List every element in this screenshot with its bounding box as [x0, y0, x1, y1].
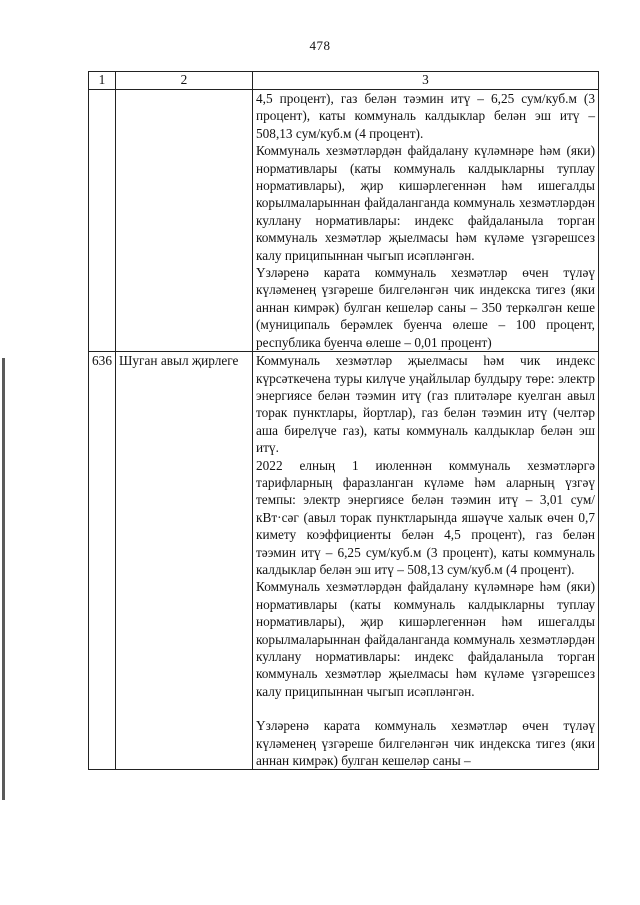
- table-row-continuation: [89, 90, 599, 352]
- page-number: 478: [309, 38, 331, 53]
- description-paragraph: 2022 елның 1 июленнән коммуналь хезмәтләргә тарифларның фаразланган күләме һәм аларның үзгәү темпы: электр энергиясе белән тәэмин итү – 3,01 сум/кВт·сәг (авыл торак пунктларында яшәүче халык өчен 0,7 кимету коэффициенты белән 4,5 процент), газ белән тәэмин итү – 6,25 сум/куб.м (3 процент), каты коммуналь калдыклар белән эш итү – 508,13 сум/куб.м (4 процент).: [256, 457, 595, 577]
- table-header-row: [89, 72, 599, 90]
- row-number-cell: 636: [89, 352, 116, 770]
- row-number-cell: [89, 90, 116, 352]
- description-cell: [253, 90, 599, 352]
- header-cell-2: 2: [116, 72, 253, 90]
- paragraph-spacer: [256, 700, 595, 717]
- description-cell: [253, 352, 599, 770]
- description-paragraph: Коммуналь хезмәтләрдән файдалану күләмнәре һәм (яки) нормативлары (каты коммуналь калдыкларны туплау нормативлары), җир кишәрлегеннән һәм ишегалды корылмаларыннан файдаланганда коммуналь хезмәтләрдән куллану нормативлары: индекс файдаланыла торган коммуналь хезмәтләр җыелмасы һәм күләме үзгәрешсез калу приципыннан чыгып исәпләнгән.: [256, 143, 595, 263]
- description-paragraph: 4,5 процент), газ белән тәэмин итү – 6,25 сум/куб.м (3 процент), каты коммуналь калдыклар белән эш итү – 508,13 сум/куб.м (4 процент).: [256, 91, 595, 141]
- description-paragraph: Үзләренә карата коммуналь хезмәтләр өчен түләү күләменең үзгәреше билгеләнгән чик индекска тигез (яки аннан кимрәк) булган кешеләр саны –: [256, 718, 595, 769]
- description-paragraph: Коммуналь хезмәтләр җыелмасы һәм чик индекс күрсәткечена туры килүче уңайлылар булдыру төре: электр энергиясе белән тәэмин итү (газ плитәләре куелган авыл торак пунктлары, йортлар), газ белән тәэмин итү (челтәр аша бирелүче газ), каты коммуналь калдыклар белән эш итү.: [256, 353, 595, 456]
- header-cell-3: 3: [253, 72, 599, 90]
- settlement-name-cell: [116, 90, 253, 352]
- settlement-name-cell: Шуган авыл җирлеге: [116, 352, 253, 770]
- header-cell-1: 1: [89, 72, 116, 90]
- scan-edge-shadow: [2, 358, 5, 800]
- description-paragraph: Коммуналь хезмәтләрдән файдалану күләмнәре һәм (яки) нормативлары (каты коммуналь калдыкларны туплау нормативлары), җир кишәрлегеннән һәм ишегалды корылмаларыннан файдаланганда коммуналь хезмәтләрдән куллану нормативлары: индекс файдаланыла торган коммуналь хезмәтләр җыелмасы һәм күләме үзгәрешсез калу приципыннан чыгып исәпләнгән.: [256, 579, 595, 699]
- table-row-636: [89, 352, 599, 770]
- document-table: [88, 71, 599, 770]
- description-paragraph: Үзләренә карата коммуналь хезмәтләр өчен түләү күләменең үзгәреше билгеләнгән чик индекска тигез (яки аннан кимрәк) булган кешеләр саны – 350 теркәлгән кеше (муниципаль берәмлек буенча өлеше – 100 процент, республика буенча өлеше – 0,01 процент): [256, 265, 595, 350]
